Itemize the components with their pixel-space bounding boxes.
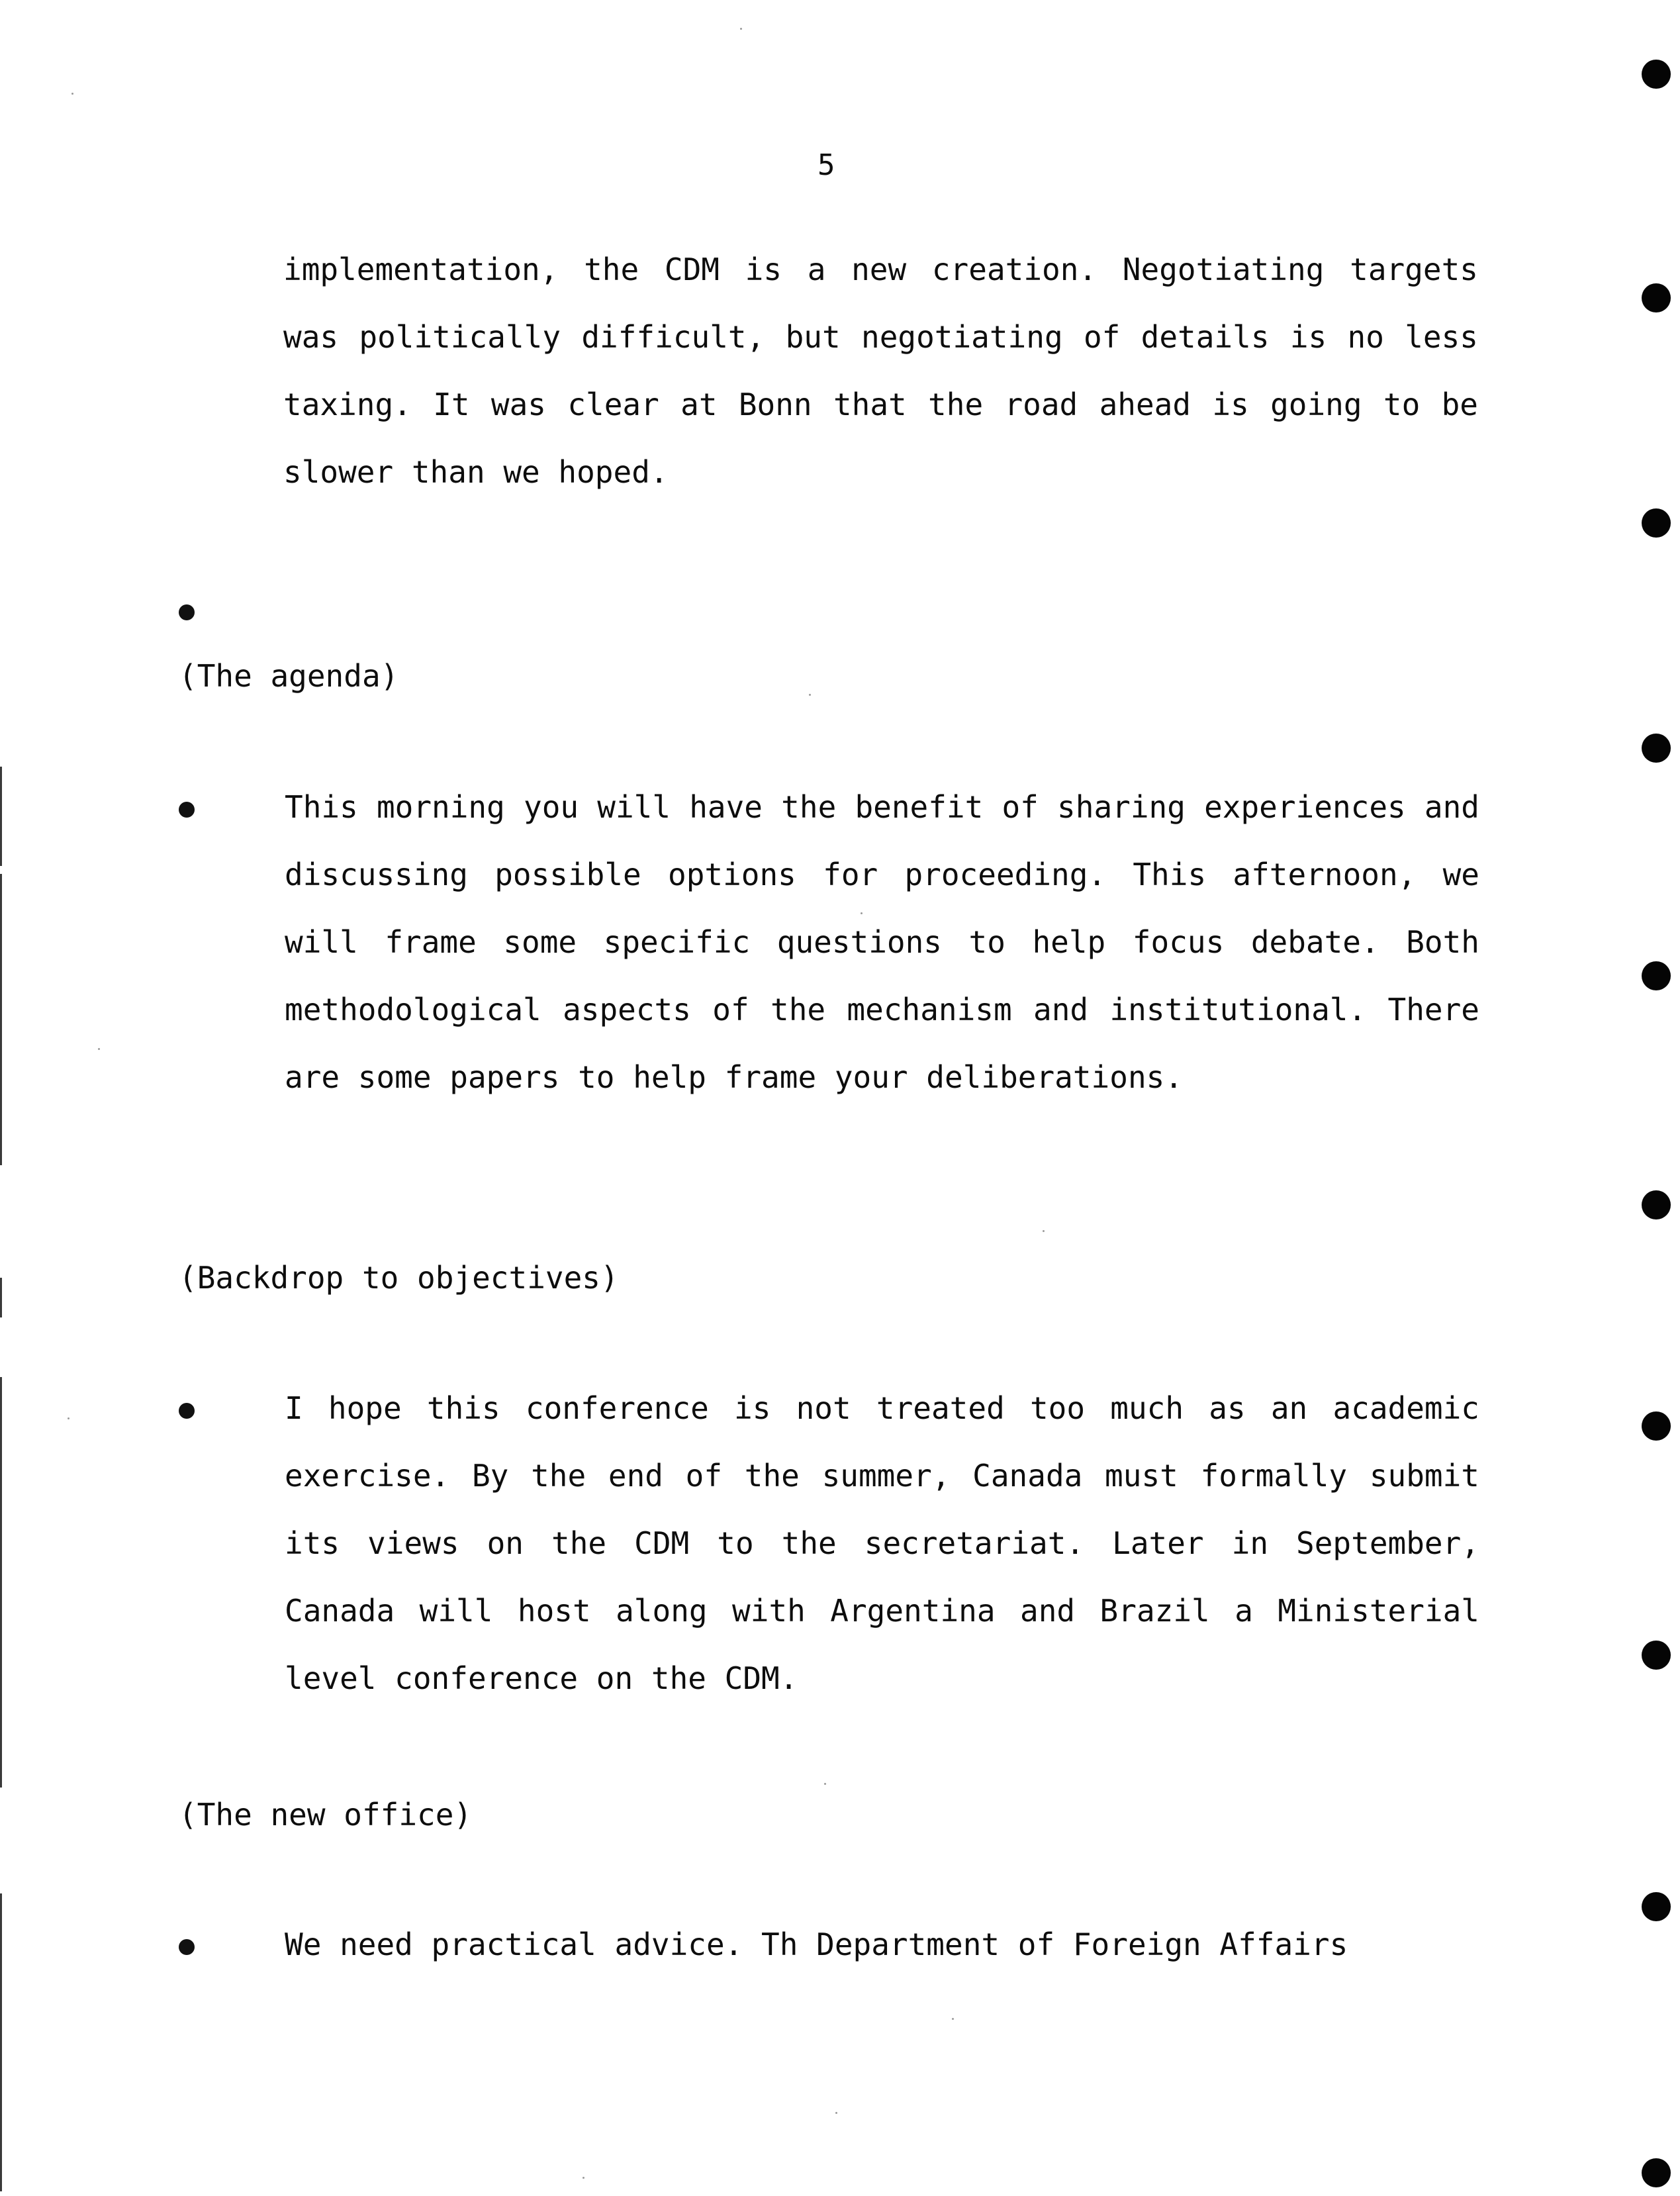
page-number: 5 xyxy=(817,148,835,182)
punch-hole xyxy=(1642,283,1671,312)
scan-speck xyxy=(583,2177,584,2179)
punch-hole xyxy=(1642,1892,1671,1921)
scan-speck xyxy=(952,2018,954,2020)
bullet-backdrop xyxy=(179,1403,195,1419)
continuation-paragraph: implementation, the CDM is a new creation. Negotiating targets was politically difficult, but negotiating of details is no less taxing. It was clear at Bonn that the road ahead is going to be slower than we hoped. xyxy=(283,252,1478,490)
paragraph-agenda: This morning you will have the benefit of sharing experiences and discussing possible options for proceeding. This afternoon, we will frame some specific questions to help focus debate. Both methodological aspects of the mechanism and institutional. There are some papers to help frame your deliberations. xyxy=(285,789,1479,1095)
paragraph-backdrop: I hope this conference is not treated too much as an academic exercise. By the end of the summer, Canada must formally submit its views on the CDM to the secretariat. Later in September, Canada will host along with Argentina and Brazil a Ministerial level conference on the CDM. xyxy=(285,1390,1479,1696)
stray-bullet xyxy=(179,604,195,620)
section-heading-new-office: (The new office) xyxy=(179,1797,473,1833)
scan-speck xyxy=(824,1783,826,1785)
scan-speck xyxy=(740,28,742,30)
punch-hole xyxy=(1642,1190,1671,1219)
section-heading-backdrop: (Backdrop to objectives) xyxy=(179,1260,619,1296)
paragraph-new-office: We need practical advice. Th Department of Foreign Affairs xyxy=(285,1927,1348,1962)
punch-hole xyxy=(1642,961,1671,990)
section-heading-agenda: (The agenda) xyxy=(179,658,399,694)
punch-hole xyxy=(1642,2158,1671,2187)
punch-hole xyxy=(1642,734,1671,763)
bullet-new-office xyxy=(179,1939,195,1955)
punch-hole xyxy=(1642,1411,1671,1441)
punch-hole xyxy=(1642,60,1671,89)
scan-speck xyxy=(835,2112,837,2114)
scan-speck xyxy=(71,93,73,95)
scan-edge-mark xyxy=(0,1893,2,2191)
bullet-agenda xyxy=(179,802,195,818)
scan-speck xyxy=(68,1417,70,1419)
scan-edge-mark xyxy=(0,1377,2,1788)
scan-edge-mark xyxy=(0,1278,2,1317)
scan-speck xyxy=(98,1048,100,1050)
scan-speck xyxy=(1043,1230,1045,1232)
punch-hole xyxy=(1642,508,1671,538)
scan-speck xyxy=(809,694,811,696)
punch-hole xyxy=(1642,1641,1671,1670)
scan-edge-mark xyxy=(0,767,2,866)
scan-edge-mark xyxy=(0,874,2,1165)
scan-speck xyxy=(861,912,863,914)
